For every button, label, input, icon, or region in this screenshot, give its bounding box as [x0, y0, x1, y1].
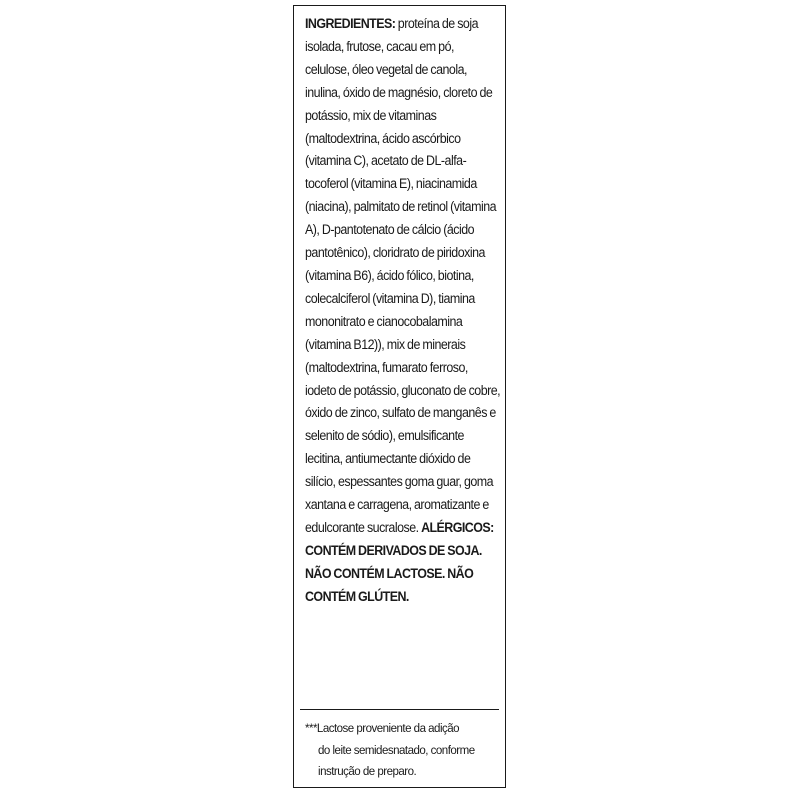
- footnote-divider: [300, 709, 499, 710]
- ingredients-heading: INGREDIENTES:: [305, 16, 396, 31]
- ingredients-paragraph: [305, 13, 500, 609]
- footnote-line: do leite semidesnatado, conforme: [318, 742, 475, 757]
- ingredients-list: proteína de soja isolada, frutose, cacau em pó, celulose, óleo vegetal de canola, inulina, óxido de magnésio, cloreto de potássio, mix de vitaminas (maltodextrina, ácido ascórbico (vitamina C), acetato de DL-alfa-tocoferol (vitamina E), niacinamida (niacina), palmitato de retinol (vitamina A), D-pantotenato de cálcio (ácido pantotênico), cloridrato de piridoxina (vitamina B6), ácido fólico, biotina, colecalciferol (vitamina D), tiamina mononitrato e cianocobalamina (vitamina B12)), mix de minerais (maltodextrina, fumarato ferroso, iodeto de potássio, gluconato de cobre, óxido de zinco, sulfato de manganês e selenito de sódio), emulsificante lecitina, antiumectante dióxido de silício, espessantes goma guar, goma xantana e carragena, aromatizante e edulcorante sucralose.: [305, 16, 501, 535]
- footnote-line: instrução de preparo.: [318, 764, 417, 778]
- ingredients-label-panel: [293, 5, 506, 788]
- allergens-warning: ALÉRGICOS: CONTÉM DERIVADOS DE SOJA. NÃO CONTÉM LACTOSE. NÃO CONTÉM GLÚTEN.: [305, 519, 494, 604]
- footnote-line: ***Lactose proveniente da adição: [305, 721, 460, 735]
- lactose-footnote: [305, 718, 491, 783]
